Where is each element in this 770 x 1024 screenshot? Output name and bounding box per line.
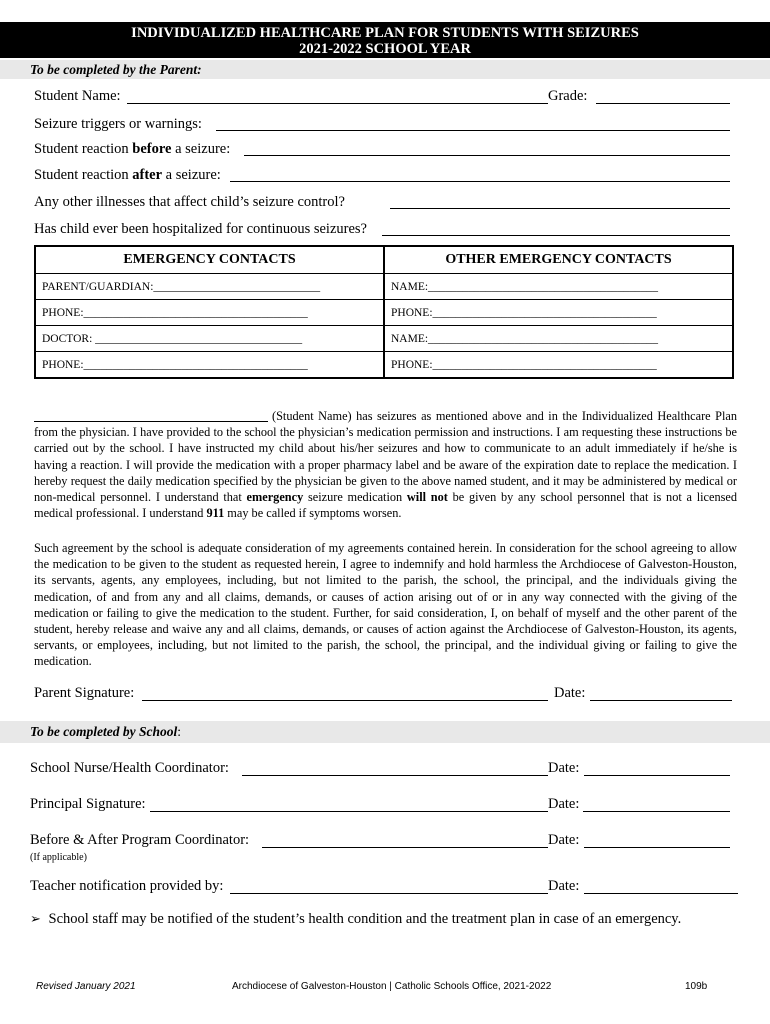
doctor-phone-cell[interactable]: PHONE:_______________________________________ bbox=[35, 352, 384, 379]
illnesses-label: Any other illnesses that affect child’s seizure control? bbox=[34, 194, 345, 210]
before-bold: before bbox=[132, 141, 172, 157]
parent-signature-label: Parent Signature: bbox=[34, 685, 135, 701]
agreement-text-d: may be called if symptoms worsen. bbox=[224, 506, 402, 521]
parent-date-field[interactable] bbox=[590, 700, 732, 701]
if-applicable-note: (If applicable) bbox=[30, 852, 87, 863]
other-name-2-cell[interactable]: NAME:________________________________________ bbox=[384, 326, 733, 352]
before-post: a seizure: bbox=[171, 141, 231, 157]
emergency-contacts-header: EMERGENCY CONTACTS bbox=[35, 246, 384, 274]
form-title-banner bbox=[0, 22, 770, 58]
parent-phone-cell[interactable]: PHONE:_______________________________________ bbox=[35, 300, 384, 326]
agreement-bold-emergency: emergency bbox=[246, 490, 304, 505]
coordinator-date-field[interactable] bbox=[584, 847, 730, 848]
parent-guardian-cell[interactable]: PARENT/GUARDIAN:_____________________________ bbox=[35, 274, 384, 300]
arrow-bullet-icon: ➢ bbox=[30, 912, 41, 927]
school-heading-text: To be completed by School bbox=[30, 724, 178, 739]
principal-label: Principal Signature: bbox=[30, 796, 146, 812]
bullet-text: School staff may be notified of the student’s health condition and the treatment plan in case of an emergency. bbox=[48, 911, 682, 927]
hospitalized-label: Has child ever been hospitalized for continuous seizures? bbox=[34, 221, 367, 237]
nurse-label: School Nurse/Health Coordinator: bbox=[30, 760, 229, 776]
table-row bbox=[35, 352, 733, 379]
before-seizure-label bbox=[34, 141, 230, 158]
illnesses-field[interactable] bbox=[390, 208, 730, 209]
parent-section-heading bbox=[0, 60, 770, 79]
coordinator-signature-field[interactable] bbox=[262, 847, 548, 848]
teacher-date-field[interactable] bbox=[584, 893, 738, 894]
notification-bullet bbox=[30, 911, 681, 928]
doctor-cell[interactable]: DOCTOR: ____________________________________ bbox=[35, 326, 384, 352]
table-row bbox=[35, 274, 733, 300]
triggers-label: Seizure triggers or warnings: bbox=[34, 116, 202, 132]
school-section-heading bbox=[0, 721, 770, 743]
other-phone-cell[interactable]: PHONE:_______________________________________ bbox=[384, 300, 733, 326]
triggers-field[interactable] bbox=[216, 130, 730, 131]
after-pre: Student reaction bbox=[34, 167, 133, 183]
agreement-paragraph-2: Such agreement by the school is adequate consideration of my agreements contained herein. In consideration for the school agreeing to allow the medication to be given to the student as requested herein, I agree to indemnify and hold harmless the Archdiocese of Galveston-Houston, its servants, agents, any employees, including, but not limited to the parish, the school, the principal, and the individuals giving the medication, of and from any and all claims, demands, or causes of action arising out of or in any way connected with the giving of the medication or failing to give the medication to the student. Further, for said consideration, I, on behalf of myself and the other parent of the student, hereby release and waive any and all claims, demands, or causes of action against the Archdiocese of Galveston-Houston, its agents, servants, or employees, including, but not limited to the parish, the school, the principal, and the individual giving or failing to give the medication. bbox=[34, 541, 737, 669]
other-contacts-header: OTHER EMERGENCY CONTACTS bbox=[384, 246, 733, 274]
agreement-text-a: (Student Name) has seizures as mentioned above and in the Individualized Healthcare Plan from the physician. I have provided to the school the physician’s medication permission and instructions. I am requesting these instructions be carried out by the school. I have instructed my child about his/her seizures and how to communicate to an adult immediately if he/she is having a reaction. I will provide the medication with a proper pharmacy label and be aware of the expiration date to replace the medication. I hereby request the daily medication specified by the physician be given to the above named student, and it may be administered by medical or non-medical personnel. I understand that bbox=[34, 409, 737, 505]
nurse-signature-field[interactable] bbox=[242, 775, 548, 776]
student-name-field[interactable] bbox=[127, 103, 548, 104]
footer-revised: Revised January 2021 bbox=[36, 981, 136, 992]
hospitalized-field[interactable] bbox=[382, 235, 730, 236]
contacts-header-row bbox=[35, 246, 733, 274]
teacher-label: Teacher notification provided by: bbox=[30, 878, 224, 894]
agreement-bold-911: 911 bbox=[206, 506, 225, 521]
table-row bbox=[35, 326, 733, 352]
nurse-date-field[interactable] bbox=[584, 775, 730, 776]
parent-signature-field[interactable] bbox=[142, 700, 548, 701]
other-phone-2-cell[interactable]: PHONE:_______________________________________ bbox=[384, 352, 733, 379]
school-heading-colon: : bbox=[177, 724, 181, 739]
teacher-date-label: Date: bbox=[548, 878, 580, 894]
footer-office: Archdiocese of Galveston-Houston | Catholic Schools Office, 2021-2022 bbox=[232, 981, 552, 992]
grade-field[interactable] bbox=[596, 103, 730, 104]
coordinator-label: Before & After Program Coordinator: bbox=[30, 832, 250, 848]
school-year: 2021-2022 SCHOOL YEAR bbox=[299, 41, 471, 57]
parent-heading-text: To be completed by the Parent: bbox=[30, 62, 202, 77]
nurse-date-label: Date: bbox=[548, 760, 580, 776]
student-name-label: Student Name: bbox=[34, 88, 121, 104]
principal-date-label: Date: bbox=[548, 796, 580, 812]
principal-date-field[interactable] bbox=[583, 811, 730, 812]
after-bold: after bbox=[132, 167, 163, 183]
form-title: INDIVIDUALIZED HEALTHCARE PLAN FOR STUDENTS WITH SEIZURES bbox=[131, 25, 639, 41]
before-pre: Student reaction bbox=[34, 141, 133, 157]
agreement-text-c: be given by any school personnel that is not a licensed medical professional. I understand bbox=[34, 490, 737, 521]
grade-label: Grade: bbox=[548, 88, 588, 104]
agreement-text-b: seizure medication bbox=[303, 490, 407, 505]
coordinator-date-label: Date: bbox=[548, 832, 580, 848]
principal-signature-field[interactable] bbox=[150, 811, 548, 812]
agreement-bold-will-not: will not bbox=[406, 490, 448, 505]
teacher-signature-field[interactable] bbox=[230, 893, 548, 894]
agreement-paragraph-1 bbox=[34, 408, 737, 521]
footer-code: 109b bbox=[685, 981, 708, 992]
parent-date-label: Date: bbox=[554, 685, 586, 701]
after-seizure-label bbox=[34, 167, 221, 184]
before-seizure-field[interactable] bbox=[244, 155, 730, 156]
after-post: a seizure: bbox=[162, 167, 221, 183]
after-seizure-field[interactable] bbox=[230, 181, 730, 182]
other-name-cell[interactable]: NAME:________________________________________ bbox=[384, 274, 733, 300]
table-row bbox=[35, 300, 733, 326]
emergency-contacts-table bbox=[34, 245, 734, 379]
